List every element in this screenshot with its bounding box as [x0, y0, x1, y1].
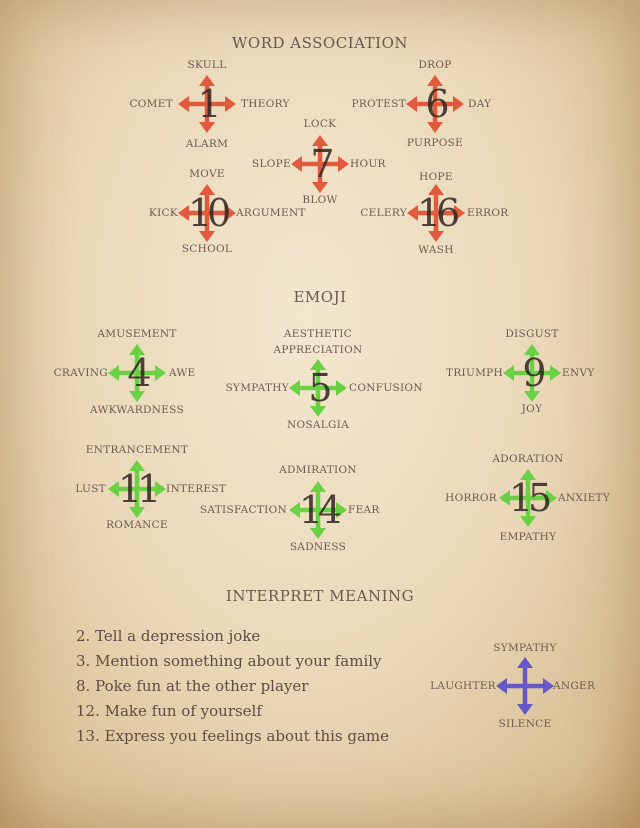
- word-compass-6-west: PROTEST: [351, 98, 406, 110]
- word-compass-7-number: 7: [310, 142, 330, 186]
- word-compass-16-north: HOPE: [419, 171, 453, 183]
- emoji-compass-4-west: CRAVING: [53, 367, 108, 379]
- word-compass-16-number: 16: [416, 191, 456, 235]
- emoji-compass-5-north-line1: AESTHETIC: [283, 328, 353, 340]
- word-compass-1-number: 1: [197, 82, 217, 126]
- interpret-compass-west: LAUGHTER: [430, 680, 496, 692]
- emoji-compass-9-north: DISGUST: [505, 328, 559, 340]
- word-compass-1-south: ALARM: [185, 138, 229, 150]
- emoji-compass-9-number: 9: [522, 351, 542, 395]
- emoji-compass-4-east: AWE: [169, 367, 196, 379]
- word-compass-10-north: MOVE: [189, 168, 225, 180]
- emoji-compass-5-north-line2: APPRECIATION: [273, 344, 363, 356]
- emoji-compass-14-east: FEAR: [348, 504, 380, 516]
- word-compass-16-south: WASH: [418, 244, 454, 256]
- word-compass-6-south: PURPOSE: [406, 137, 464, 149]
- word-compass-10-east: ARGUMENT: [236, 207, 306, 219]
- emoji-compass-11-south: ROMANCE: [106, 519, 168, 531]
- prompt-item: 2. Tell a depression joke: [76, 627, 261, 645]
- word-compass-7-north: LOCK: [303, 118, 337, 130]
- emoji-compass-15-south: EMPATHY: [499, 531, 557, 543]
- prompt-list: [76, 624, 389, 749]
- emoji-compass-15-west: HORROR: [445, 492, 497, 504]
- emoji-compass-15-number: 15: [508, 476, 548, 520]
- emoji-compass-9-west: TRIUMPH: [446, 367, 503, 379]
- word-compass-6-number: 6: [425, 82, 445, 126]
- word-compass-1-north: SKULL: [187, 59, 227, 71]
- four-way-arrow-icon: [495, 656, 555, 716]
- emoji-compass-5-number: 5: [308, 366, 328, 410]
- emoji-compass-15-north: ADORATION: [492, 453, 564, 465]
- word-compass-10-south: SCHOOL: [181, 243, 233, 255]
- emoji-compass-14-west: SATISFACTION: [199, 504, 287, 516]
- emoji-compass-14-south: SADNESS: [289, 541, 347, 553]
- emoji-compass-11-number: 11: [117, 467, 157, 511]
- word-compass-16-east: ERROR: [467, 207, 509, 219]
- emoji-compass-9-south: JOY: [521, 403, 543, 415]
- word-compass-10-number: 10: [187, 191, 227, 235]
- word-compass-1-west: COMET: [129, 98, 173, 110]
- emoji-compass-11-east: INTEREST: [166, 483, 227, 495]
- emoji-compass-4-number: 4: [127, 351, 147, 395]
- emoji-compass-11-north: ENTRANCEMENT: [85, 444, 189, 456]
- word-compass-16-west: CELERY: [360, 207, 407, 219]
- word-compass-1-east: THEORY: [241, 98, 290, 110]
- emoji-compass-5-south: NOSALGIA: [286, 419, 350, 431]
- interpret-compass-east: ANGER: [553, 680, 596, 692]
- interpret-compass-south: SILENCE: [498, 718, 552, 730]
- word-compass-10-west: KICK: [148, 207, 178, 219]
- word-compass-7-east: HOUR: [350, 158, 386, 170]
- emoji-compass-11-west: LUST: [75, 483, 106, 495]
- emoji-compass-15-east: ANXIETY: [558, 492, 611, 504]
- prompt-item: 12. Make fun of yourself: [76, 702, 262, 720]
- emoji-compass-14-north: ADMIRATION: [279, 464, 357, 476]
- word-compass-6-north: DROP: [418, 59, 452, 71]
- section-title-word-association: WORD ASSOCIATION: [232, 34, 408, 52]
- emoji-compass-4-north: AMUSEMENT: [97, 328, 177, 340]
- interpret-compass-north: SYMPATHY: [493, 642, 557, 654]
- prompt-item: 3. Mention something about your family: [76, 652, 382, 670]
- emoji-compass-14-number: 14: [298, 488, 338, 532]
- emoji-compass-5-east: CONFUSION: [349, 382, 423, 394]
- section-title-emoji: EMOJI: [293, 288, 347, 306]
- word-compass-6-east: DAY: [468, 98, 492, 110]
- prompt-item: 13. Express you feelings about this game: [76, 727, 390, 745]
- section-title-interpret-meaning: INTERPRET MEANING: [225, 587, 415, 605]
- emoji-compass-4-south: AWKWARDNESS: [90, 404, 184, 416]
- word-compass-7-west: SLOPE: [251, 158, 291, 170]
- emoji-compass-5-west: SYMPATHY: [225, 382, 289, 394]
- word-compass-7-south: BLOW: [302, 194, 338, 206]
- emoji-compass-9-east: ENVY: [562, 367, 595, 379]
- prompt-item: 8. Poke fun at the other player: [76, 677, 309, 695]
